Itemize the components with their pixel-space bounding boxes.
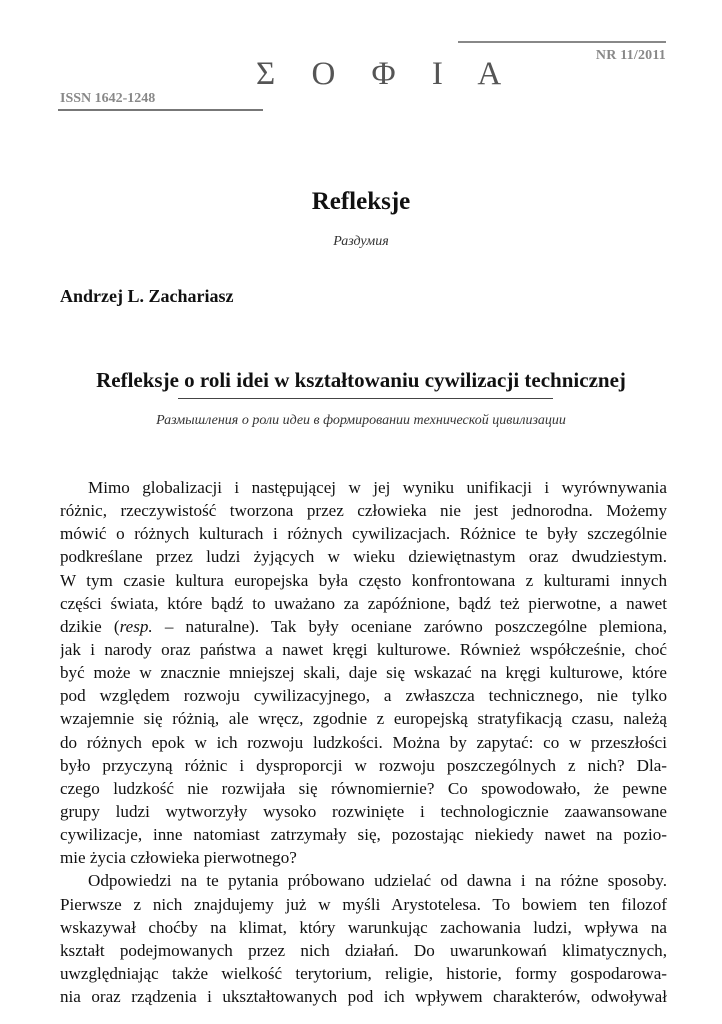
body-line: czego ludzkość nie rozwijała się równomiernie? Co spowodowało, że pewne bbox=[60, 778, 667, 798]
issue-number: NR 11/2011 bbox=[595, 48, 666, 63]
body-line-start: dzikie ( bbox=[60, 616, 120, 636]
body-line: podkreślane przez ludzi żyjących w wieku dziewiętnastym oraz dwudziestym. bbox=[60, 547, 667, 567]
header-top-rule bbox=[458, 41, 666, 43]
body-line: Odpowiedzi na te pytania próbowano udzielać od dawna i na różne sposoby. bbox=[88, 871, 667, 891]
body-line bbox=[60, 615, 667, 638]
journal-name: Σ Ο Φ Ι Α bbox=[256, 56, 516, 92]
article-title: Refleksje o roli idei w kształtowaniu cywilizacji technicznej bbox=[96, 368, 626, 392]
body-line: uwzględniając także wielkość terytorium, religie, historie, formy gospodarowa- bbox=[60, 963, 667, 983]
body-line: nia oraz rządzenia i ukształtowanych pod ich wpływem charakterów, odwoływał bbox=[60, 987, 667, 1007]
body-line-italic: resp. bbox=[119, 616, 153, 636]
body-line: wzajemnie się różnią, ale wręcz, zgodnie z europejską stratyfikacją czasu, należą bbox=[60, 709, 667, 729]
body-line-rest: – naturalne). Tak były oceniane zarówno poszczególne plemiona, bbox=[152, 616, 667, 636]
body-line: pod względem rozwoju cywilizacyjnego, a zwłaszcza technicznego, nie tylko bbox=[60, 686, 667, 706]
body-line: różnic, rzeczywistość tworzona przez człowieka nie jest jednorodna. Możemy bbox=[60, 501, 667, 521]
issn-label: ISSN 1642-1248 bbox=[60, 91, 156, 106]
body-line: W tym czasie kultura europejska była często konfrontowana z kulturami innych bbox=[60, 570, 667, 590]
article-body bbox=[60, 476, 667, 1008]
body-line: Pierwsze z nich znajdujemy już w myśli Arystotelesa. To bowiem ten filozof bbox=[60, 894, 667, 914]
header-bottom-rule bbox=[58, 109, 263, 111]
article-subtitle: Размышления о роли идеи в формировании технической цивилизации bbox=[156, 413, 566, 428]
article-author: Andrzej L. Zachariasz bbox=[60, 286, 234, 306]
body-line: mówić o różnych kulturach i różnych cywilizacjach. Różnice te były szczególnie bbox=[60, 524, 667, 544]
body-line: kształt podejmowanych przez nich działań. Do uwarunkowań klimatycznych, bbox=[60, 940, 667, 960]
body-line: jak i narody oraz państwa a nawet kręgi kulturowe. Również współcześnie, choć bbox=[60, 639, 667, 659]
section-subtitle: Раздумия bbox=[333, 234, 389, 249]
body-line: Mimo globalizacji i następującej w jej wyniku unifikacji i wyrównywania bbox=[88, 478, 667, 497]
body-line: było przyczyną różnic i dysproporcji w rozwoju poszczególnych z nich? Dla- bbox=[60, 755, 667, 775]
body-line: być może w znacznie mniejszej skali, daje się wskazać na kręgi kulturowe, które bbox=[60, 663, 667, 683]
body-line: części świata, które bądź to uważano za zapóźnione, bądź też pierwotne, a nawet bbox=[60, 593, 667, 613]
body-line: do różnych epok w ich rozwoju ludzkości. Można by zapytać: co w przeszłości bbox=[60, 732, 667, 752]
body-line: grupy ludzi wytworzyły wysoko rozwinięte i technologicznie zaawansowane bbox=[60, 801, 667, 821]
body-line: cywilizacje, inne natomiast zatrzymały się, pozostając niekiedy nawet na pozio- bbox=[60, 825, 667, 845]
section-title: Refleksje bbox=[311, 188, 411, 215]
body-line: wskazywał choćby na klimat, który warunkując zachowania ludzi, wpływa na bbox=[60, 917, 667, 937]
body-line: mie życia człowieka pierwotnego? bbox=[60, 848, 297, 868]
title-underline bbox=[178, 398, 553, 399]
